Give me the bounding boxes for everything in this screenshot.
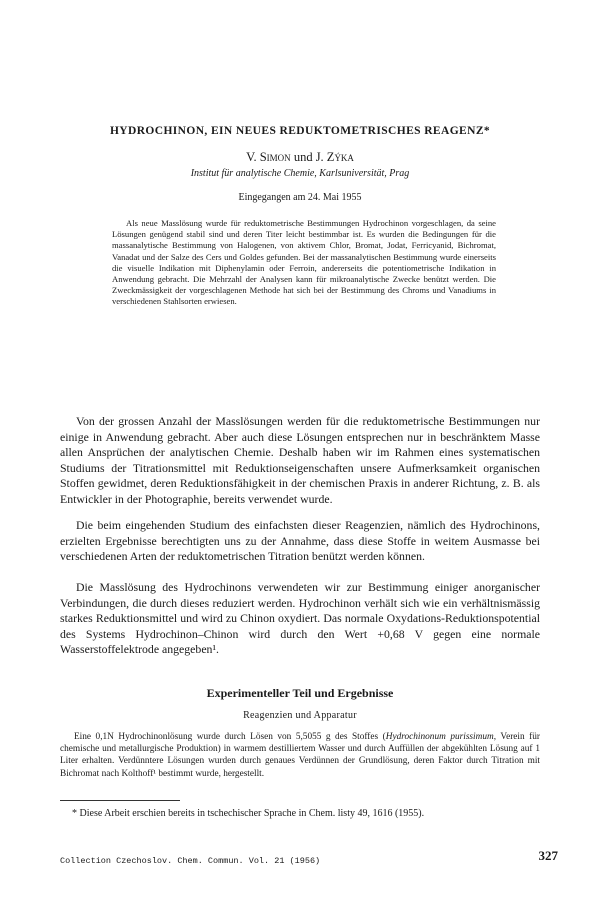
journal-footer: Collection Czechoslov. Chem. Commun. Vol. 21 (1956) [60, 856, 321, 866]
author-zyka: J. Zýka [315, 150, 354, 164]
subsection-heading: Reagenzien und Apparatur [243, 710, 357, 721]
section-heading: Experimenteller Teil und Ergebnisse [206, 686, 394, 700]
footnote-divider [60, 800, 180, 801]
received-date: Eingegangen am 24. Mai 1955 [238, 192, 362, 203]
author-simon: V. Simon [246, 150, 291, 164]
experimental-paragraph [60, 731, 540, 780]
author-separator: und [290, 150, 316, 164]
body-paragraph-1: Von der grossen Anzahl der Masslösungen werden für die reduktometrische Bestimmungen nur einige in Anwendung gebracht. Aber auch diese Lösungen entsprechen nur in beschränktem Masse allen Ansprüchen der analytischen Chemie. Deshalb haben wir im Rahmen eines systematischen Studiums der Titrationsmittel mit Reduktionseigenschaften unsere Aufmerksamkeit organischen Stoffen gewidmet, deren Reduktionsfähigkeit in der chemischen Praxis in anderer Richtung, z. B. als Entwickler in der Photographie, bereits verwendet wurde. [60, 414, 540, 506]
experimental-text-italic: Hydrochinonum purissimum [385, 732, 494, 742]
experimental-text-part-2: , Verein für chemische und metallurgische Produktion) in warmem destilliertem Wasser und durch Auffüllen der abgekühlten Lösung auf 1 Liter erhalten. Verdünntere Lösungen wurden durch genaues Verdünnen der Grundlösung, deren Faktor durch Titration mit Bichromat nach Kolthoff¹ bestimmt wurde, hergestellt. [60, 732, 540, 779]
body-paragraph-2: Die beim eingehenden Studium des einfachsten dieser Reagenzien, nämlich des Hydrochinons, erzielten Ergebnisse berechtigten uns zu der Annahme, dass diese Stoffe in weitem Ausmasse bei verschiedenen Arten der reduktometrischen Titration benützt werden können. [60, 518, 540, 564]
abstract-paragraph: Als neue Masslösung wurde für reduktometrische Bestimmungen Hydrochinon vorgeschlagen, da seine Lösungen genügend stabil sind und deren Titer leicht bestimmbar ist. Es wurden die Bedingungen für die massanalytische Bestimmung von Halogenen, von aktivem Chlor, Bromat, Jodat, Ferricyanid, Bichromat, Vanadat und der Salze des Cers und Goldes gefunden. Bei der massanalytischen Bestimmung wurde einerseits die visuelle Indikation mit Diphenylamin oder Ferroin, andererseits die potentiometrische Indikation in Anwendung gebracht. Die Mehrzahl der Analysen kann für mikroanalytische Zwecke benützt werden. Die Zweckmässigkeit der vorgeschlagenen Methode hat sich bei der Bestimmung des Chroms und Vanadiums in verschiedenen Stahlsorten erwiesen. [112, 218, 496, 307]
body-paragraph-3: Die Masslösung des Hydrochinons verwendeten wir zur Bestimmung einiger anorganischer Verbindungen, die durch dieses reduziert werden. Hydrochinon verhält sich wie ein verhältnismässig starkes Reduktionsmittel und wird zu Chinon oxydiert. Das normale Oxydations-Reduktionspotential des Systems Hydrochinon–Chinon wird durch den Wert +0,68 V gegen eine normale Wasserstoffelektrode angegeben¹. [60, 580, 540, 657]
article-title: HYDROCHINON, EIN NEUES REDUKTOMETRISCHES REAGENZ* [109, 125, 491, 137]
institute-affiliation: Institut für analytische Chemie, Karlsuniversität, Prag [190, 168, 410, 179]
authors-line [40, 150, 560, 165]
footnote: * Diese Arbeit erschien bereits in tschechischer Sprache in Chem. listy 49, 1616 (1955). [72, 808, 425, 819]
experimental-text-part-1: Eine 0,1N Hydrochinonlösung wurde durch Lösen von 5,5055 g des Stoffes ( [74, 732, 386, 742]
page-number: 327 [538, 848, 558, 863]
